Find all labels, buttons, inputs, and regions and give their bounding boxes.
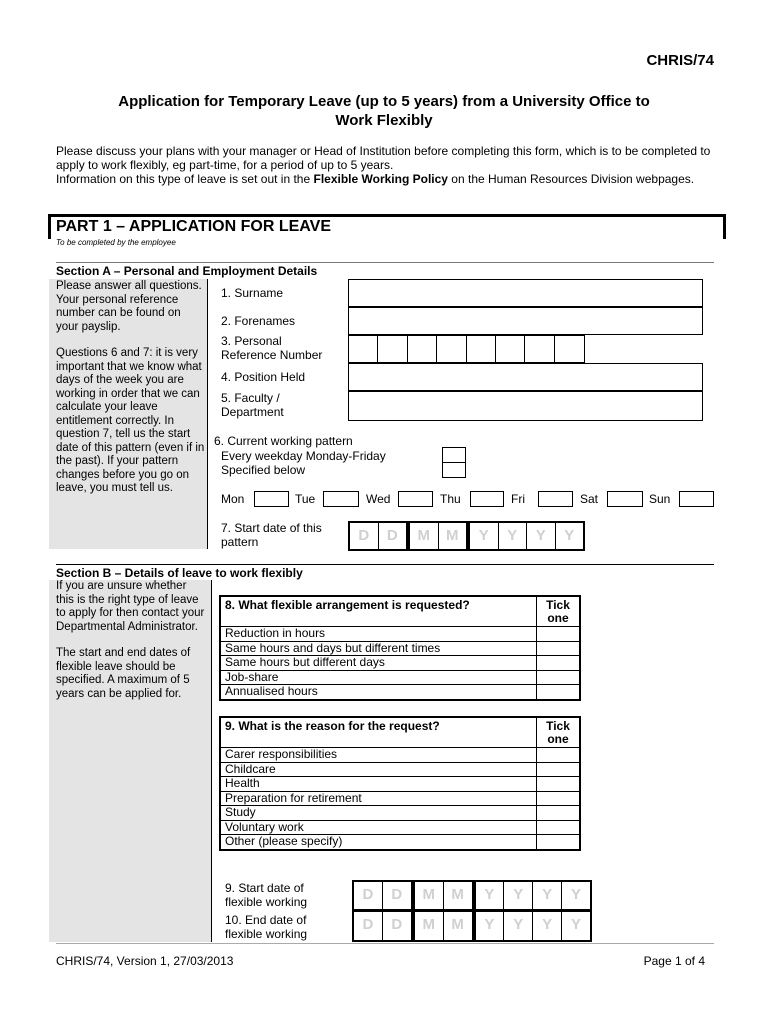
day-field-fri[interactable] (538, 491, 573, 507)
reference-digit-cell[interactable] (496, 336, 525, 362)
table-row (220, 627, 580, 642)
date-cell-d[interactable]: D (379, 523, 411, 549)
section-a-separator (207, 279, 208, 549)
flex-end-date-field[interactable] (352, 910, 592, 942)
table-row (220, 641, 580, 656)
day-field-wed[interactable] (398, 491, 433, 507)
tick-cell[interactable] (537, 835, 581, 850)
date-cell-y[interactable]: Y (571, 886, 582, 903)
date-cell-d[interactable]: D (350, 523, 379, 549)
date-cell-y[interactable]: Y (571, 916, 582, 933)
every-weekday-checkbox[interactable] (442, 447, 466, 463)
intro-p2-before: Information on this type of leave is set out in the (56, 172, 314, 186)
table-row (220, 762, 580, 777)
page-title (40, 92, 728, 130)
arrangement-table (219, 595, 581, 701)
pattern-start-label (221, 521, 322, 549)
table-row (220, 820, 580, 835)
table-row (220, 685, 580, 700)
date-cell-d[interactable]: D (383, 882, 415, 909)
option-label: Health (220, 777, 537, 792)
date-cell-y[interactable]: Y (527, 523, 556, 549)
day-field-sun[interactable] (679, 491, 714, 507)
tick-cell[interactable] (537, 656, 581, 671)
tick-cell[interactable] (537, 670, 581, 685)
option-label: Preparation for retirement (220, 791, 537, 806)
surname-field[interactable] (348, 279, 703, 307)
day-label-wed: Wed (366, 492, 391, 506)
tick-cell[interactable] (537, 820, 581, 835)
option-label: Annualised hours (220, 685, 537, 700)
section-a-title: Section A – Personal and Employment Details (56, 264, 318, 278)
reference-label-line-1: 3. Personal (221, 334, 282, 348)
flex-start-label (225, 881, 307, 909)
day-label-sun: Sun (649, 492, 671, 506)
tick-cell[interactable] (537, 806, 581, 821)
reference-digit-cell[interactable] (408, 336, 437, 362)
page-number: Page 1 of 4 (643, 954, 705, 968)
footer-version: CHRIS/74, Version 1, 27/03/2013 (56, 954, 234, 968)
table-row (220, 777, 580, 792)
pattern-start-label-line-2: pattern (221, 535, 259, 549)
tick-cell[interactable] (537, 762, 581, 777)
date-cell-m[interactable]: M (415, 912, 444, 940)
date-cell-y[interactable]: Y (564, 527, 575, 544)
position-label: 4. Position Held (221, 370, 306, 384)
title-line-1: Application for Temporary Leave (up to 5 years) from a University Office to (118, 93, 650, 110)
date-cell-m[interactable]: M (415, 882, 444, 909)
table-row (220, 656, 580, 671)
working-pattern-label: 6. Current working pattern (214, 434, 353, 448)
specified-below-label: Specified below (221, 463, 306, 477)
date-cell-d[interactable]: D (354, 912, 383, 940)
table-row (220, 835, 580, 850)
section-b-title: Section B – Details of leave to work flexibly (56, 566, 303, 580)
date-cell-y[interactable]: Y (533, 882, 562, 909)
date-cell-m[interactable]: M (410, 523, 439, 549)
section-b-separator (211, 580, 212, 942)
reference-number-field[interactable] (348, 335, 585, 363)
flex-start-label-line-1: 9. Start date of (225, 881, 304, 895)
date-cell-y[interactable]: Y (476, 912, 505, 940)
option-label: Job-share (220, 670, 537, 685)
day-label-sat: Sat (580, 492, 599, 506)
part1-subtitle: To be completed by the employee (56, 238, 176, 247)
table-row (220, 670, 580, 685)
tick-cell[interactable] (537, 641, 581, 656)
policy-link-text: Flexible Working Policy (313, 172, 448, 186)
option-label: Study (220, 806, 537, 821)
reference-digit-cell[interactable] (349, 336, 378, 362)
day-field-tue[interactable] (323, 491, 359, 507)
tick-cell[interactable] (537, 777, 581, 792)
day-label-tue: Tue (295, 492, 316, 506)
specified-below-checkbox[interactable] (442, 462, 466, 478)
date-cell-m[interactable]: M (444, 882, 476, 909)
help-paragraph-1: If you are unsure whether this is the right type of leave to apply for then contact your Departmental Administrator. (56, 580, 205, 633)
reference-label-line-2: Reference Number (221, 348, 323, 362)
tick-cell[interactable] (537, 748, 581, 763)
date-cell-d[interactable]: D (354, 882, 383, 909)
reference-digit-cell[interactable] (525, 336, 554, 362)
title-line-2: Work Flexibly (335, 112, 433, 129)
divider (56, 262, 714, 263)
intro-paragraph-1: Please discuss your plans with your manager or Head of Institution before completing this form, which is to be completed to apply to work flexibly, eg part-time, for a period of up to 5 years. (56, 144, 711, 172)
date-cell-d[interactable]: D (383, 912, 415, 940)
flex-start-date-field[interactable] (352, 880, 592, 911)
day-label-fri: Fri (511, 492, 525, 506)
pattern-start-label-line-1: 7. Start date of this (221, 521, 322, 535)
intro-paragraph-2 (56, 172, 716, 186)
tick-cell[interactable] (537, 685, 581, 700)
date-cell-y[interactable]: Y (476, 882, 505, 909)
table-header-row (220, 717, 580, 748)
intro-text (56, 144, 716, 186)
date-cell-m[interactable]: M (444, 912, 476, 940)
divider (56, 564, 714, 565)
part1-title: PART 1 – APPLICATION FOR LEAVE (56, 218, 331, 235)
faculty-label (221, 391, 284, 419)
help-paragraph-2: The start and end dates of flexible leave should be specified. A maximum of 5 years can be applied for. (56, 647, 191, 700)
option-label: Same hours but different days (220, 656, 537, 671)
divider (56, 943, 714, 944)
option-label: Other (please specify) (220, 835, 537, 850)
every-weekday-label: Every weekday Monday-Friday (221, 449, 386, 463)
tick-one-header: Tick one (537, 717, 581, 748)
section-b-help (56, 580, 206, 701)
forenames-label: 2. Forenames (221, 314, 296, 328)
surname-label: 1. Surname (221, 286, 284, 300)
day-field-sat[interactable] (607, 491, 643, 507)
date-cell-m[interactable]: M (439, 523, 471, 549)
help-paragraph-2: Questions 6 and 7: it is very important that we know what days of the week you are working in order that we can calculate your leave entitlement correctly. In question 7, tell us the start date of this pattern (even if in the past). If your pattern changes before you go on leave, you must tell us. (56, 347, 205, 494)
day-field-mon[interactable] (254, 491, 289, 507)
date-cell-y[interactable]: Y (504, 882, 533, 909)
reason-table (219, 716, 581, 851)
reference-digit-cell[interactable] (437, 336, 466, 362)
table-header-row (220, 596, 580, 627)
reference-digit-cell[interactable] (555, 336, 584, 362)
option-label: Carer responsibilities (220, 748, 537, 763)
section-a-help (56, 280, 206, 496)
faculty-label-line-1: 5. Faculty / (221, 391, 280, 405)
pattern-start-date-field[interactable] (348, 521, 585, 551)
table-row (220, 791, 580, 806)
date-cell-y[interactable]: Y (470, 523, 499, 549)
help-paragraph-1: Please answer all questions. Your personal reference number can be found on your payslip. (56, 280, 202, 333)
day-field-thu[interactable] (470, 491, 504, 507)
flex-start-label-line-2: flexible working (225, 895, 308, 909)
reference-digit-cell[interactable] (378, 336, 407, 362)
day-label-mon: Mon (221, 492, 245, 506)
date-cell-y[interactable]: Y (533, 912, 562, 940)
position-field[interactable] (348, 363, 703, 391)
reference-number-label (221, 334, 322, 362)
forenames-field[interactable] (348, 307, 703, 335)
tick-cell[interactable] (537, 627, 581, 642)
option-label: Childcare (220, 762, 537, 777)
date-cell-y[interactable]: Y (504, 912, 533, 940)
flex-end-label-line-2: flexible working (225, 927, 308, 941)
reference-digit-cell[interactable] (467, 336, 496, 362)
flex-end-label (225, 913, 307, 941)
option-label: Same hours and days but different times (220, 641, 537, 656)
option-label: Reduction in hours (220, 627, 537, 642)
faculty-label-line-2: Department (221, 405, 284, 419)
table-row (220, 748, 580, 763)
tick-one-header: Tick one (537, 596, 581, 627)
intro-p2-after: on the Human Resources Division webpages. (447, 172, 695, 186)
tick-cell[interactable] (537, 791, 581, 806)
form-code: CHRIS/74 (646, 52, 714, 69)
flex-end-label-line-1: 10. End date of (225, 913, 307, 927)
option-label: Voluntary work (220, 820, 537, 835)
date-cell-y[interactable]: Y (499, 523, 528, 549)
reason-question: 9. What is the reason for the request? (220, 717, 537, 748)
table-row (220, 806, 580, 821)
arrangement-question: 8. What flexible arrangement is requested? (220, 596, 537, 627)
day-label-thu: Thu (440, 492, 461, 506)
faculty-field[interactable] (348, 391, 703, 421)
